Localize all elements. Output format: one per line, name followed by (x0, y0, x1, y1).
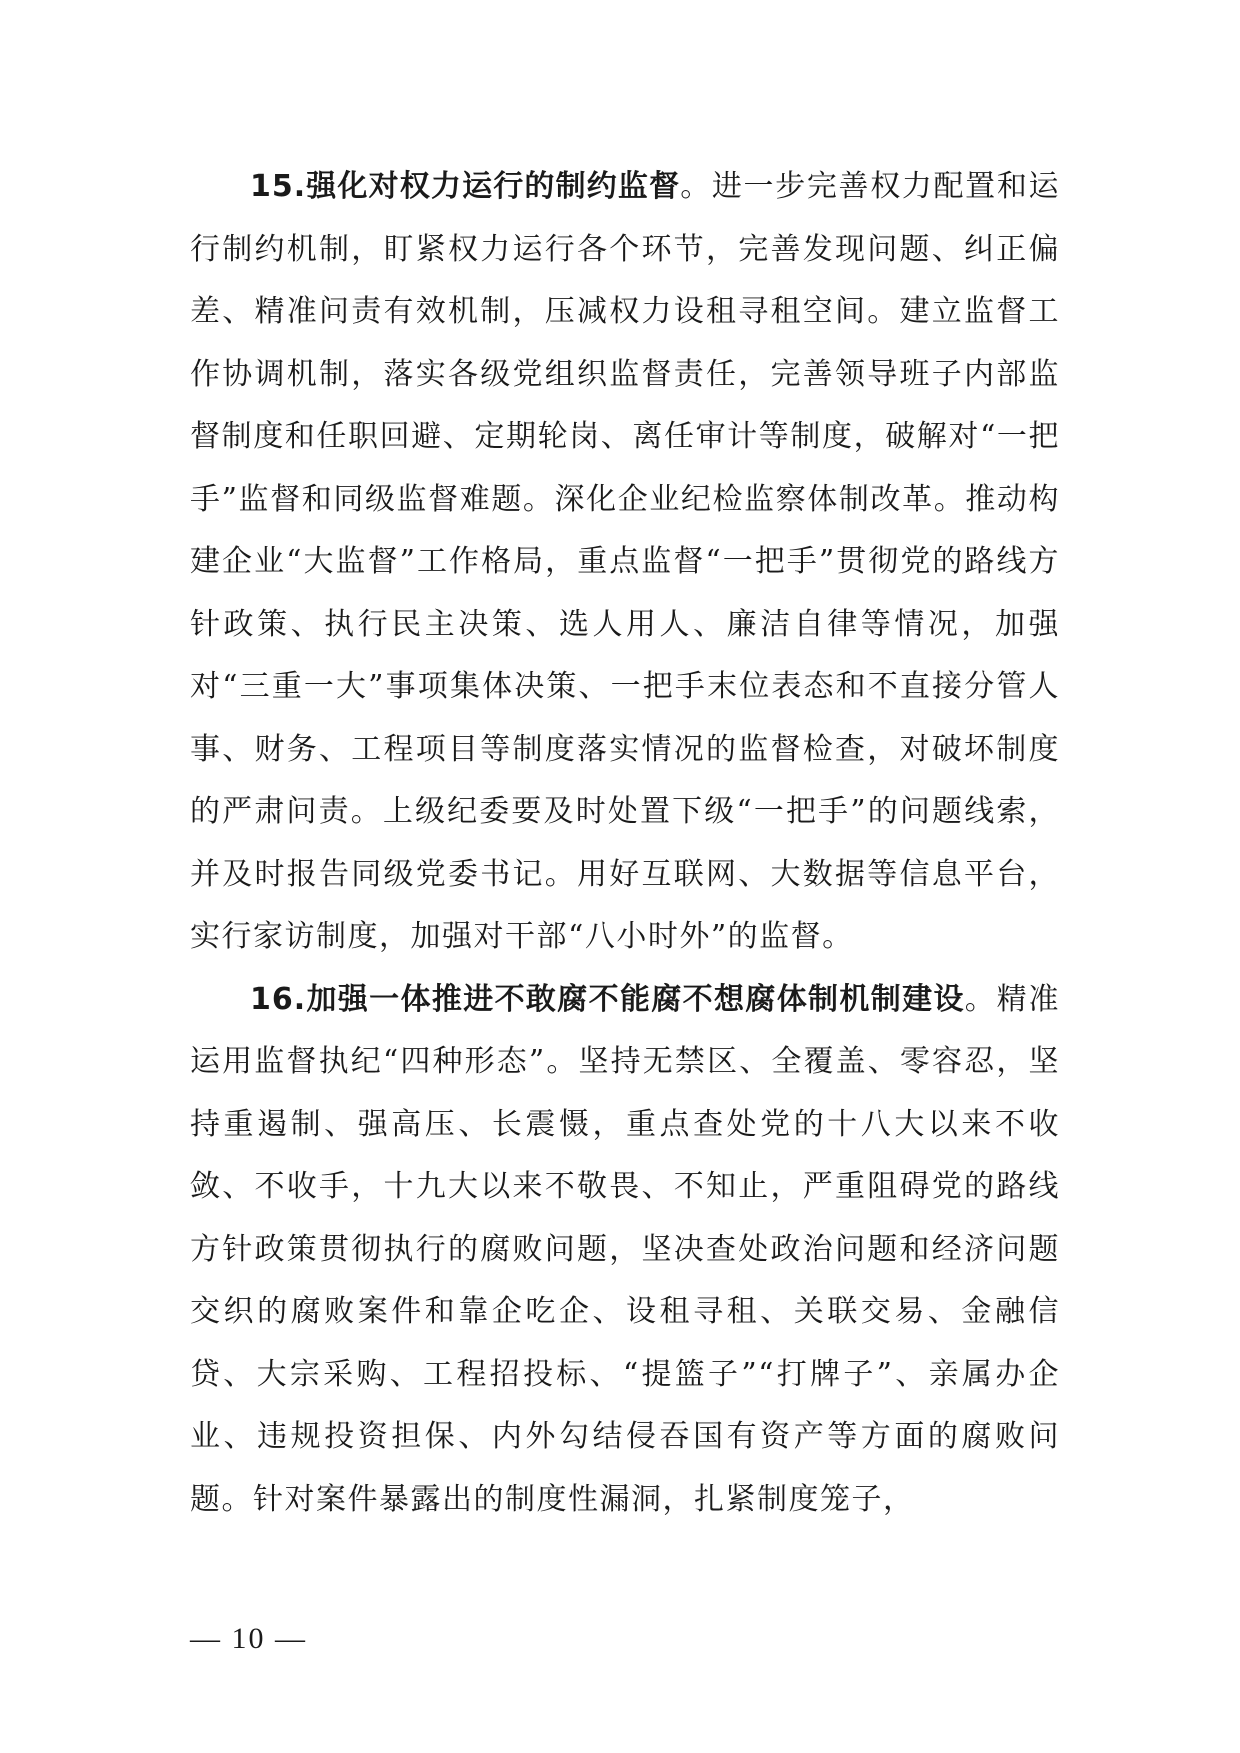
paragraph-16-body: 。精准运用监督执纪“四种形态”。坚持无禁区、全覆盖、零容忍，坚持重遏制、强高压、长震慑，重点查处党的十八大以来不收敛、不收手，十九大以来不敬畏、不知止，严重阻碍党的路线方针政策贯彻执行的腐败问题，坚决查处政治问题和经济问题交织的腐败案件和靠企吃企、设租寻租、关联交易、金融信贷、大宗采购、工程招投标、“提篮子”“打牌子”、亲属办企业、违规投资担保、内外勾结侵吞国有资产等方面的腐败问题。针对案件暴露出的制度性漏洞，扎紧制度笼子， (190, 981, 1060, 1517)
paragraph-16-heading: 16.加强一体推进不敢腐不能腐不想腐体制机制建设 (250, 981, 965, 1017)
paragraph-16 (190, 969, 1060, 1532)
paragraph-15-body: 。进一步完善权力配置和运行制约机制，盯紧权力运行各个环节，完善发现问题、纠正偏差、精准问责有效机制，压减权力设租寻租空间。建立监督工作协调机制，落实各级党组织监督责任，完善领导班子内部监督制度和任职回避、定期轮岗、离任审计等制度，破解对“一把手”监督和同级监督难题。深化企业纪检监察体制改革。推动构建企业“大监督”工作格局，重点监督“一把手”贯彻党的路线方针政策、执行民主决策、选人用人、廉洁自律等情况，加强对“三重一大”事项集体决策、一把手末位表态和不直接分管人事、财务、工程项目等制度落实情况的监督检查，对破坏制度的严肃问责。上级纪委要及时处置下级“一把手”的问题线索，并及时报告同级党委书记。用好互联网、大数据等信息平台，实行家访制度，加强对干部“八小时外”的监督。 (190, 169, 1060, 954)
paragraph-15 (190, 156, 1060, 969)
paragraph-15-heading: 15.强化对权力运行的制约监督 (250, 169, 681, 204)
body-text (190, 156, 1060, 1531)
page-number: — 10 — (190, 1622, 307, 1655)
